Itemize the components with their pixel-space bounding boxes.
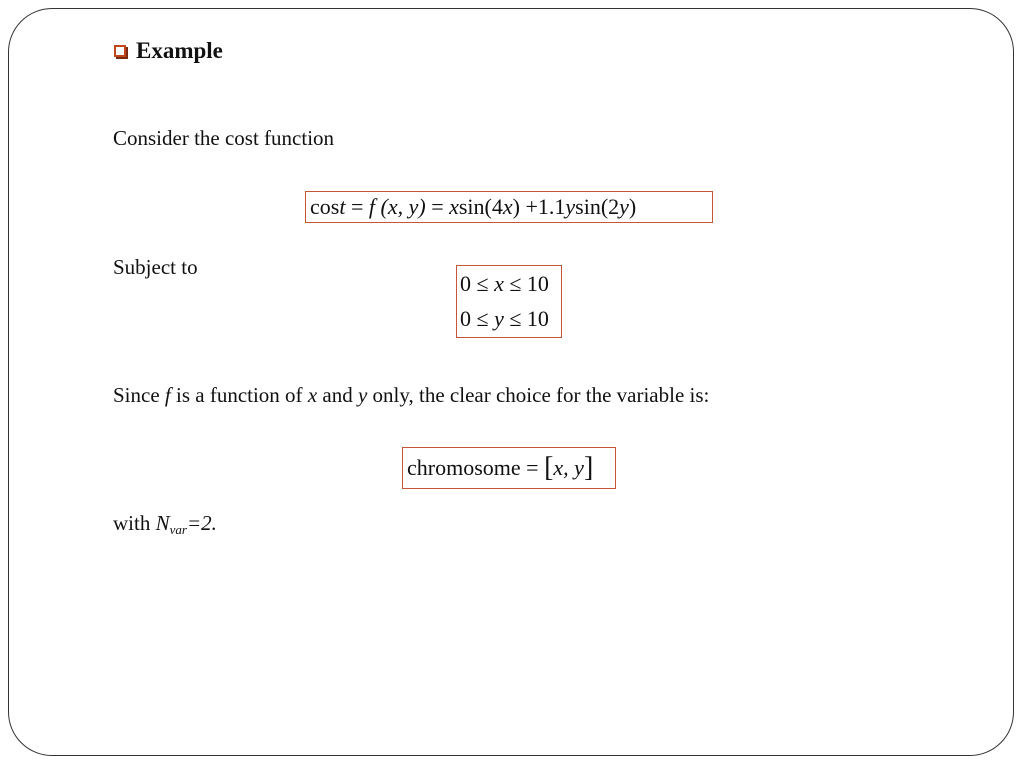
slide-frame <box>8 8 1014 756</box>
formula-x-arg: x <box>502 194 513 219</box>
since-f: f <box>164 383 171 407</box>
formula-sin-4: sin(4 <box>458 194 503 219</box>
cost-function-formula <box>305 191 713 223</box>
formula-paren-2: ) <box>628 194 637 219</box>
since-x: x <box>307 383 318 407</box>
constraint-y <box>460 306 549 332</box>
since-y: y <box>357 383 368 407</box>
nvar-with: with <box>113 511 156 535</box>
since-part: Since <box>113 383 165 407</box>
nvar-n: N <box>155 511 170 535</box>
intro-text: Consider the cost function <box>113 126 335 150</box>
formula-x: x <box>449 194 459 219</box>
slide-heading <box>114 38 223 64</box>
constraint-x <box>460 271 549 297</box>
nvar-subscript: var <box>169 522 187 537</box>
constraint-upper: ≤ 10 <box>503 270 549 296</box>
formula-sin-2: sin(2 <box>575 194 620 219</box>
constraint-lower: 0 ≤ <box>460 306 495 332</box>
formula-y: y <box>565 194 576 219</box>
nvar-value: =2. <box>186 511 217 535</box>
formula-paren: ) <box>512 194 520 219</box>
since-part: only, the clear choice for the variable is: <box>367 383 710 407</box>
formula-cos: cos <box>310 194 340 219</box>
formula-equals: = <box>345 194 369 219</box>
constraint-lower: 0 ≤ <box>460 270 495 296</box>
bracket-close: ] <box>583 452 594 483</box>
formula-f: f <box>368 194 375 219</box>
formula-y-arg: y <box>619 194 629 219</box>
formula-plus: +1.1 <box>519 194 566 219</box>
chromosome-label: chromosome <box>407 455 521 480</box>
formula-equals-2: = <box>425 194 450 219</box>
subject-to-text: Subject to <box>113 255 198 279</box>
formula-t: t <box>339 194 346 219</box>
nvar-text <box>113 511 217 538</box>
since-part: and <box>317 383 358 407</box>
chromosome-equals: = <box>520 455 545 480</box>
since-text <box>113 383 709 408</box>
constraints-box <box>456 265 562 338</box>
since-part: is a function of <box>170 383 308 407</box>
chromosome-formula <box>402 447 616 489</box>
heading-text: Example <box>136 38 223 63</box>
bracket-open: [ <box>544 452 554 483</box>
constraint-var: x <box>494 270 504 296</box>
chromosome-vars: x, y <box>553 455 584 480</box>
constraint-upper: ≤ 10 <box>503 306 549 332</box>
constraint-var: y <box>494 306 504 332</box>
formula-args: (x, y) <box>375 194 426 219</box>
square-bullet-icon <box>114 45 126 57</box>
